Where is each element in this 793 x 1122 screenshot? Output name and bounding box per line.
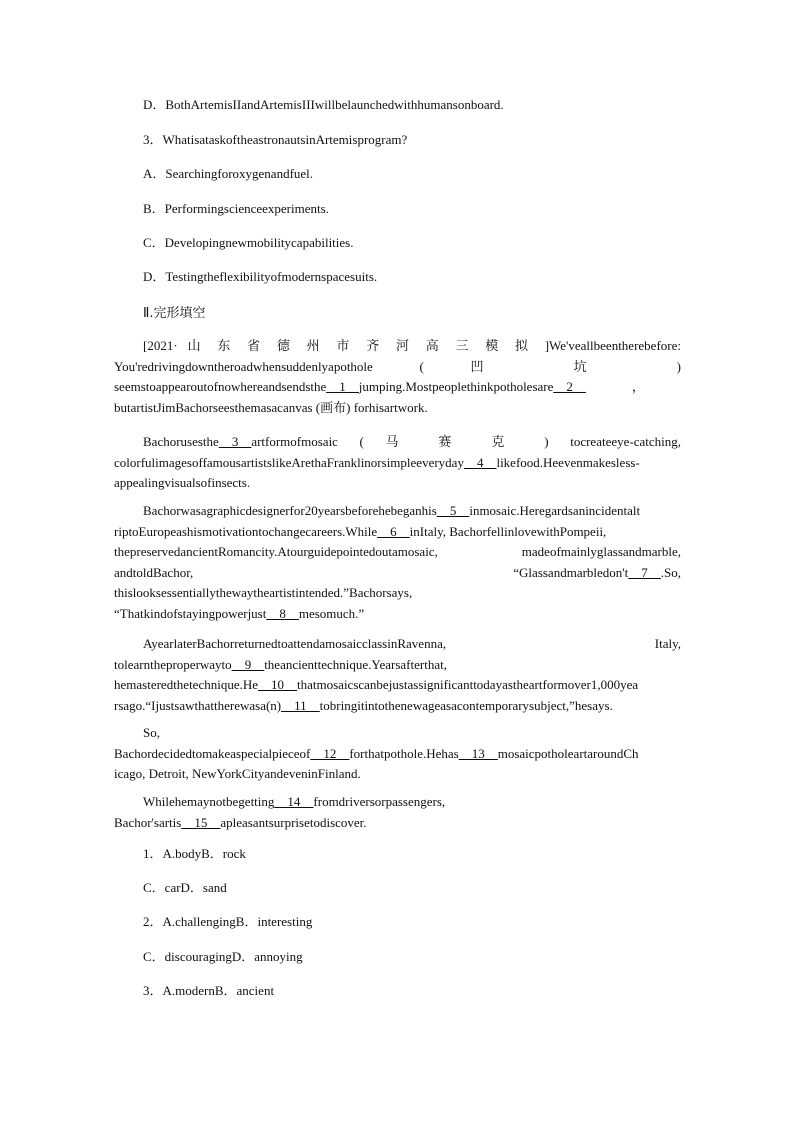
p1-line-4: butartistJimBachorseesthemasacanvas (画布) forhisartwork. — [114, 399, 428, 415]
p3-text: .So, — [660, 564, 681, 580]
p6-text: apleasantsurprisetodiscover. — [220, 814, 367, 830]
option-q2-d: D．BothArtemisIIandArtemisIIIwillbelaunchedwithhumansonboard. — [143, 97, 504, 112]
p2-text: colorfulimagesoffamousartistslikeArethaFranklinorsimpleeveryday — [114, 454, 464, 470]
option-2-ab: 2．A.challengingB．interesting — [143, 914, 313, 929]
option-3-ab: 3．A.modernB．ancient — [143, 983, 275, 998]
p4-line-1: AyearlaterBachorreturnedtoattendamosaicclassinRavenna, Italy, — [143, 636, 681, 651]
p6-line-1 — [114, 792, 681, 813]
p3-text: Bachorwasagraphicdesignerfor20yearsbeforehebeganhis — [143, 503, 437, 518]
p5-text: Bachordecidedtomakeaspecialpieceof — [114, 745, 311, 761]
p1-line-3 — [114, 377, 681, 398]
cloze-paragraph-1 — [114, 336, 681, 418]
p1-text: ， — [631, 379, 645, 394]
p5-text: mosaicpotholeartaroundCh — [497, 745, 639, 761]
p4-text: tobringitintothenewageasacontemporarysubject,”hesays. — [319, 697, 613, 713]
p5-line-2 — [114, 744, 681, 765]
blank-1: __1__ — [326, 379, 359, 394]
blank-12: __12__ — [310, 745, 350, 761]
option-q3-a: A．Searchingforoxygenandfuel. — [143, 166, 314, 181]
p3-line-2 — [114, 522, 681, 543]
p1-text: jumping.Mostpeoplethinkpotholesare — [358, 379, 554, 394]
p2-line-2 — [114, 453, 681, 474]
p2-text: artformofmosaic ( 马 赛 克 ) tocreateeye-catching, — [251, 434, 681, 449]
blank-13: __13__ — [458, 745, 498, 761]
p1-text: seemstoappearoutofnowhereandsendsthe — [114, 379, 327, 394]
p4-text: hemasteredthetechnique.He — [114, 677, 259, 692]
p6-line-2 — [114, 813, 681, 834]
blank-4: __4__ — [463, 454, 497, 470]
question-3-stem: 3．WhatisataskoftheastronautsinArtemisprogram? — [143, 132, 408, 147]
blank-10: __10__ — [258, 677, 298, 692]
blank-11: __11__ — [281, 697, 320, 713]
cloze-paragraph-5 — [114, 723, 681, 785]
blank-2: __2__ — [553, 379, 586, 394]
p3-text: mesomuch.” — [298, 605, 365, 621]
blank-6: __6__ — [377, 523, 410, 539]
cloze-paragraph-3 — [114, 501, 681, 624]
option-2-cd: C．discouragingD．annoying — [143, 949, 303, 964]
cloze-paragraph-6 — [114, 792, 681, 833]
blank-5: __5__ — [436, 503, 470, 518]
option-1-cd: C．carD．sand — [143, 880, 227, 895]
p2-line-1 — [114, 432, 681, 453]
p3-text: inmosaic.Heregardsanincidentalt — [469, 503, 641, 518]
p4-text: rsago.“Ijustsawthattherewasa(n) — [114, 697, 282, 713]
p3-text: inItaly, BachorfellinlovewithPompeii, — [409, 523, 607, 539]
option-q3-d: D．Testingtheflexibilityofmodernspacesuits. — [143, 269, 378, 284]
p3-line-4 — [114, 563, 681, 584]
p2-line-3: appealingvisualsofinsects. — [114, 475, 251, 490]
p1-line-1: [2021· 山 东 省 德 州 市 齐 河 高 三 模 拟 ]We'veallbeentherebefore: — [143, 338, 681, 353]
section-title: Ⅱ.完形填空 — [143, 306, 206, 321]
blank-8: __8__ — [266, 605, 299, 621]
p4-line-3 — [114, 675, 681, 696]
cloze-paragraph-2 — [114, 432, 681, 494]
p3-line-3: thepreservedancientRomancity.Atourguidepointedoutamosaic, madeofmainlyglassandmarble, — [114, 544, 681, 559]
option-q3-b: B．Performingscienceexperiments. — [143, 201, 329, 216]
p4-text: theancienttechnique.Yearsafterthat, — [264, 656, 447, 672]
p4-text: thatmosaicscanbejustassignificanttodayastheartformover1,000yea — [297, 677, 639, 692]
p3-text: andtoldBachor, “Glassandmarbledon't — [114, 564, 629, 580]
p3-text: “Thatkindofstayingpowerjust — [114, 605, 267, 621]
p4-text: tolearntheproperwayto — [114, 656, 232, 672]
blank-7: __7__ — [628, 564, 661, 580]
p3-line-6 — [114, 604, 681, 625]
p3-line-5: thislooksessentiallythewaytheartistintended.”Bachorsays, — [114, 585, 413, 600]
p3-line-1 — [114, 501, 681, 522]
p2-text: likefood.Heevenmakesless- — [496, 454, 640, 470]
option-q3-c: C．Developingnewmobilitycapabilities. — [143, 235, 354, 250]
p6-text: Whilehemaynotbegetting — [143, 794, 275, 809]
p6-text: Bachor'sartis — [114, 814, 182, 830]
p2-text: Bachorusesthe — [143, 434, 219, 449]
blank-15: __15__ — [181, 814, 221, 830]
blank-3: __3__ — [218, 434, 252, 449]
p1-line-2: You'redrivingdowntheroadwhensuddenlyapothole ( 凹 坑 ) — [114, 358, 681, 374]
p6-text: fromdriversorpassengers, — [313, 794, 446, 809]
p5-line-1: So, — [143, 725, 160, 740]
p4-line-4 — [114, 696, 681, 717]
blank-14: __14__ — [274, 794, 314, 809]
p5-line-3: icago, Detroit, NewYorkCityandeveninFinland. — [114, 766, 361, 781]
p4-line-2 — [114, 655, 681, 676]
p5-text: forthatpothole.Hehas — [349, 745, 459, 761]
option-1-ab: 1．A.bodyB．rock — [143, 846, 246, 861]
blank-9: __9__ — [231, 656, 265, 672]
cloze-paragraph-4 — [114, 634, 681, 716]
p3-text: riptoEuropeashismotivationtochangecareers.While — [114, 523, 378, 539]
